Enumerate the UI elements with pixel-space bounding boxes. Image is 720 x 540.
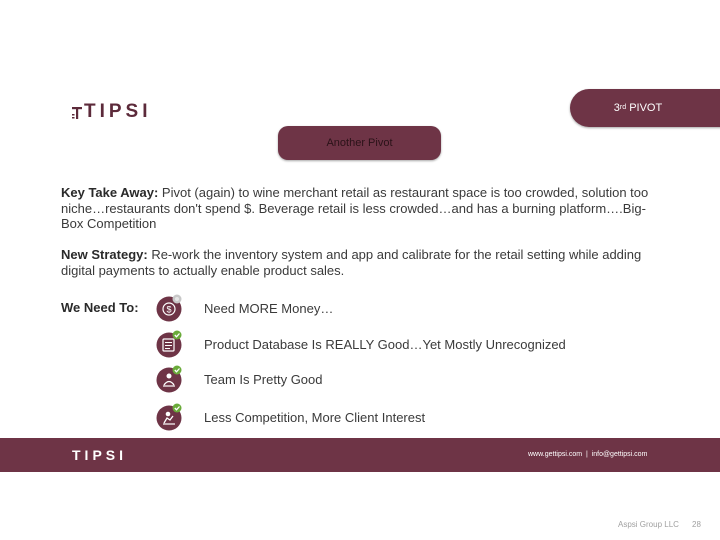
- section-title: Another Pivot: [278, 126, 441, 160]
- money-icon: [155, 294, 183, 322]
- client-icon: [155, 403, 183, 431]
- we-need-label: We Need To:: [61, 300, 139, 315]
- list-item: [155, 365, 655, 395]
- footer-bar: [0, 438, 720, 472]
- logo-text: TIPSI: [84, 101, 152, 122]
- list-item: [155, 403, 655, 433]
- list-item-label: Need MORE Money…: [204, 301, 334, 316]
- list-item-label: Product Database Is REALLY Good…Yet Mostly Unrecognized: [204, 337, 566, 352]
- list-item: [155, 330, 655, 360]
- pivot-badge: [570, 89, 720, 127]
- list-item: [155, 294, 655, 324]
- pivot-number: 3: [613, 102, 620, 114]
- new-strategy-label: New Strategy:: [61, 247, 148, 262]
- svg-text:$: $: [166, 304, 172, 315]
- new-strategy-paragraph: [61, 247, 661, 278]
- logo-mark-icon: [72, 105, 82, 119]
- new-strategy-text: Re-work the inventory system and app and calibrate for the retail setting while adding digital payments to actually enable product sales.: [61, 247, 642, 278]
- key-takeaway-paragraph: [61, 185, 661, 232]
- list-item-label: Less Competition, More Client Interest: [204, 410, 426, 425]
- pivot-label: PIVOT: [626, 102, 663, 114]
- footer-logo: TIPSI: [72, 447, 128, 463]
- page-number: 28: [692, 520, 701, 529]
- list-item-label: Team Is Pretty Good: [204, 372, 323, 387]
- footer-contact: www.gettipsi.com | info@gettipsi.com: [528, 451, 648, 458]
- key-takeaway-label: Key Take Away:: [61, 185, 159, 200]
- company-name: Aspsi Group LLC: [618, 520, 679, 529]
- team-icon: [155, 365, 183, 393]
- database-icon: [155, 330, 183, 358]
- key-takeaway-text: Pivot (again) to wine merchant retail as restaurant space is too crowded, solution too niche…restaurants don't spend $. Beverage retail is less crowded…and has a burning platform….Big-Box Competition: [61, 185, 649, 231]
- tipsi-logo: [72, 102, 152, 122]
- pivot-ordinal: rd: [619, 103, 627, 111]
